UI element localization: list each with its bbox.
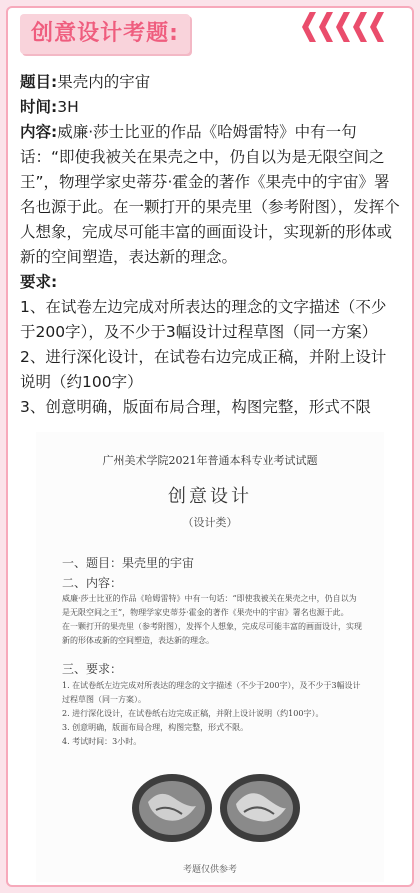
exam-paper-photo [36, 432, 384, 882]
exam-content-p1: 威廉·莎士比亚的作品《哈姆雷特》中有一句话：“即使我被关在果壳之中，仍自以为是无限空间之王”，物理学家史蒂芬·霍金的著作《果壳中的宇宙》署名也源于此。 [62, 594, 357, 617]
chevron-left-icon [336, 12, 350, 42]
topic-line [20, 70, 400, 95]
requirement-item-1: 1、在试卷左边完成对所表达的理念的文字描述（不少于200字），及不少于3幅设计过程草图（同一方案） [20, 298, 387, 341]
exam-subtitle: （设计类） [182, 516, 238, 529]
requirement-item-2: 2、进行深化设计，在试卷右边完成正稿，并附上设计说明（约100字） [20, 348, 387, 391]
chevron-left-icon [302, 12, 316, 42]
exam-caption: 考题仅供参考 [182, 865, 237, 875]
exam-school: 广州美术学院2021年普通本科专业考试试题 [102, 454, 318, 467]
description-block [20, 70, 400, 420]
exam-content-p2: 在一颗打开的果壳里（参考附图），发挥个人想象，完成尽可能丰富的画面设计，实现新的形体或新的空间塑造，表达新的理念。 [62, 622, 362, 645]
exam-title: 创意设计 [168, 486, 252, 507]
time-line [20, 95, 400, 120]
banner-title: 创意设计考题: [31, 21, 179, 46]
topic-value: 果壳内的宇宙 [57, 73, 151, 91]
content-label: 内容: [20, 123, 58, 141]
exam-content-body [62, 592, 362, 648]
walnut-shell-image [126, 758, 306, 854]
time-value: 3H [57, 98, 79, 116]
exam-requirements-body [62, 679, 362, 749]
topic-label: 题目: [20, 73, 58, 91]
requirement-item-3: 3、创意明确，版面布局合理，构图完整，形式不限 [20, 398, 371, 416]
chevron-left-icon [353, 12, 367, 42]
exam-section-requirements: 三、要求： [62, 662, 123, 676]
content-paragraph [20, 120, 400, 270]
chevron-left-icon [319, 12, 333, 42]
content-text: 威廉·莎士比亚的作品《哈姆雷特》中有一句话：“即使我被关在果壳之中，仍自以为是无限空间之王”，物理学家史蒂芬·霍金的著作《果壳中的宇宙》署名也源于此。在一颗打开的果壳里（参考附图），发挥个人想象，完成尽可能丰富的画面设计，实现新的形体或新的空间塑造，表达新的理念。 [20, 123, 400, 266]
exam-section-topic: 一、题目：果壳里的宇宙 [62, 556, 195, 570]
exam-section-content: 二、内容： [62, 576, 123, 590]
exam-req-3: 3. 创意明确，版面布局合理，构图完整，形式不限。 [62, 723, 249, 732]
left-chevrons-icon [302, 12, 402, 44]
chevron-left-icon [370, 12, 384, 42]
requirements-label: 要求: [20, 273, 58, 291]
exam-req-2: 2. 进行深化设计，在试卷纸右边完成正稿，并附上设计说明（约100字）。 [62, 709, 324, 718]
time-label: 时间: [20, 98, 58, 116]
title-banner [20, 14, 190, 54]
exam-req-1: 1. 在试卷纸左边完成对所表达的理念的文字描述（不少于200字），及不少于3幅设计过程草图（同一方案）。 [62, 681, 361, 704]
exam-req-4: 4. 考试时间：3小时。 [62, 737, 142, 746]
